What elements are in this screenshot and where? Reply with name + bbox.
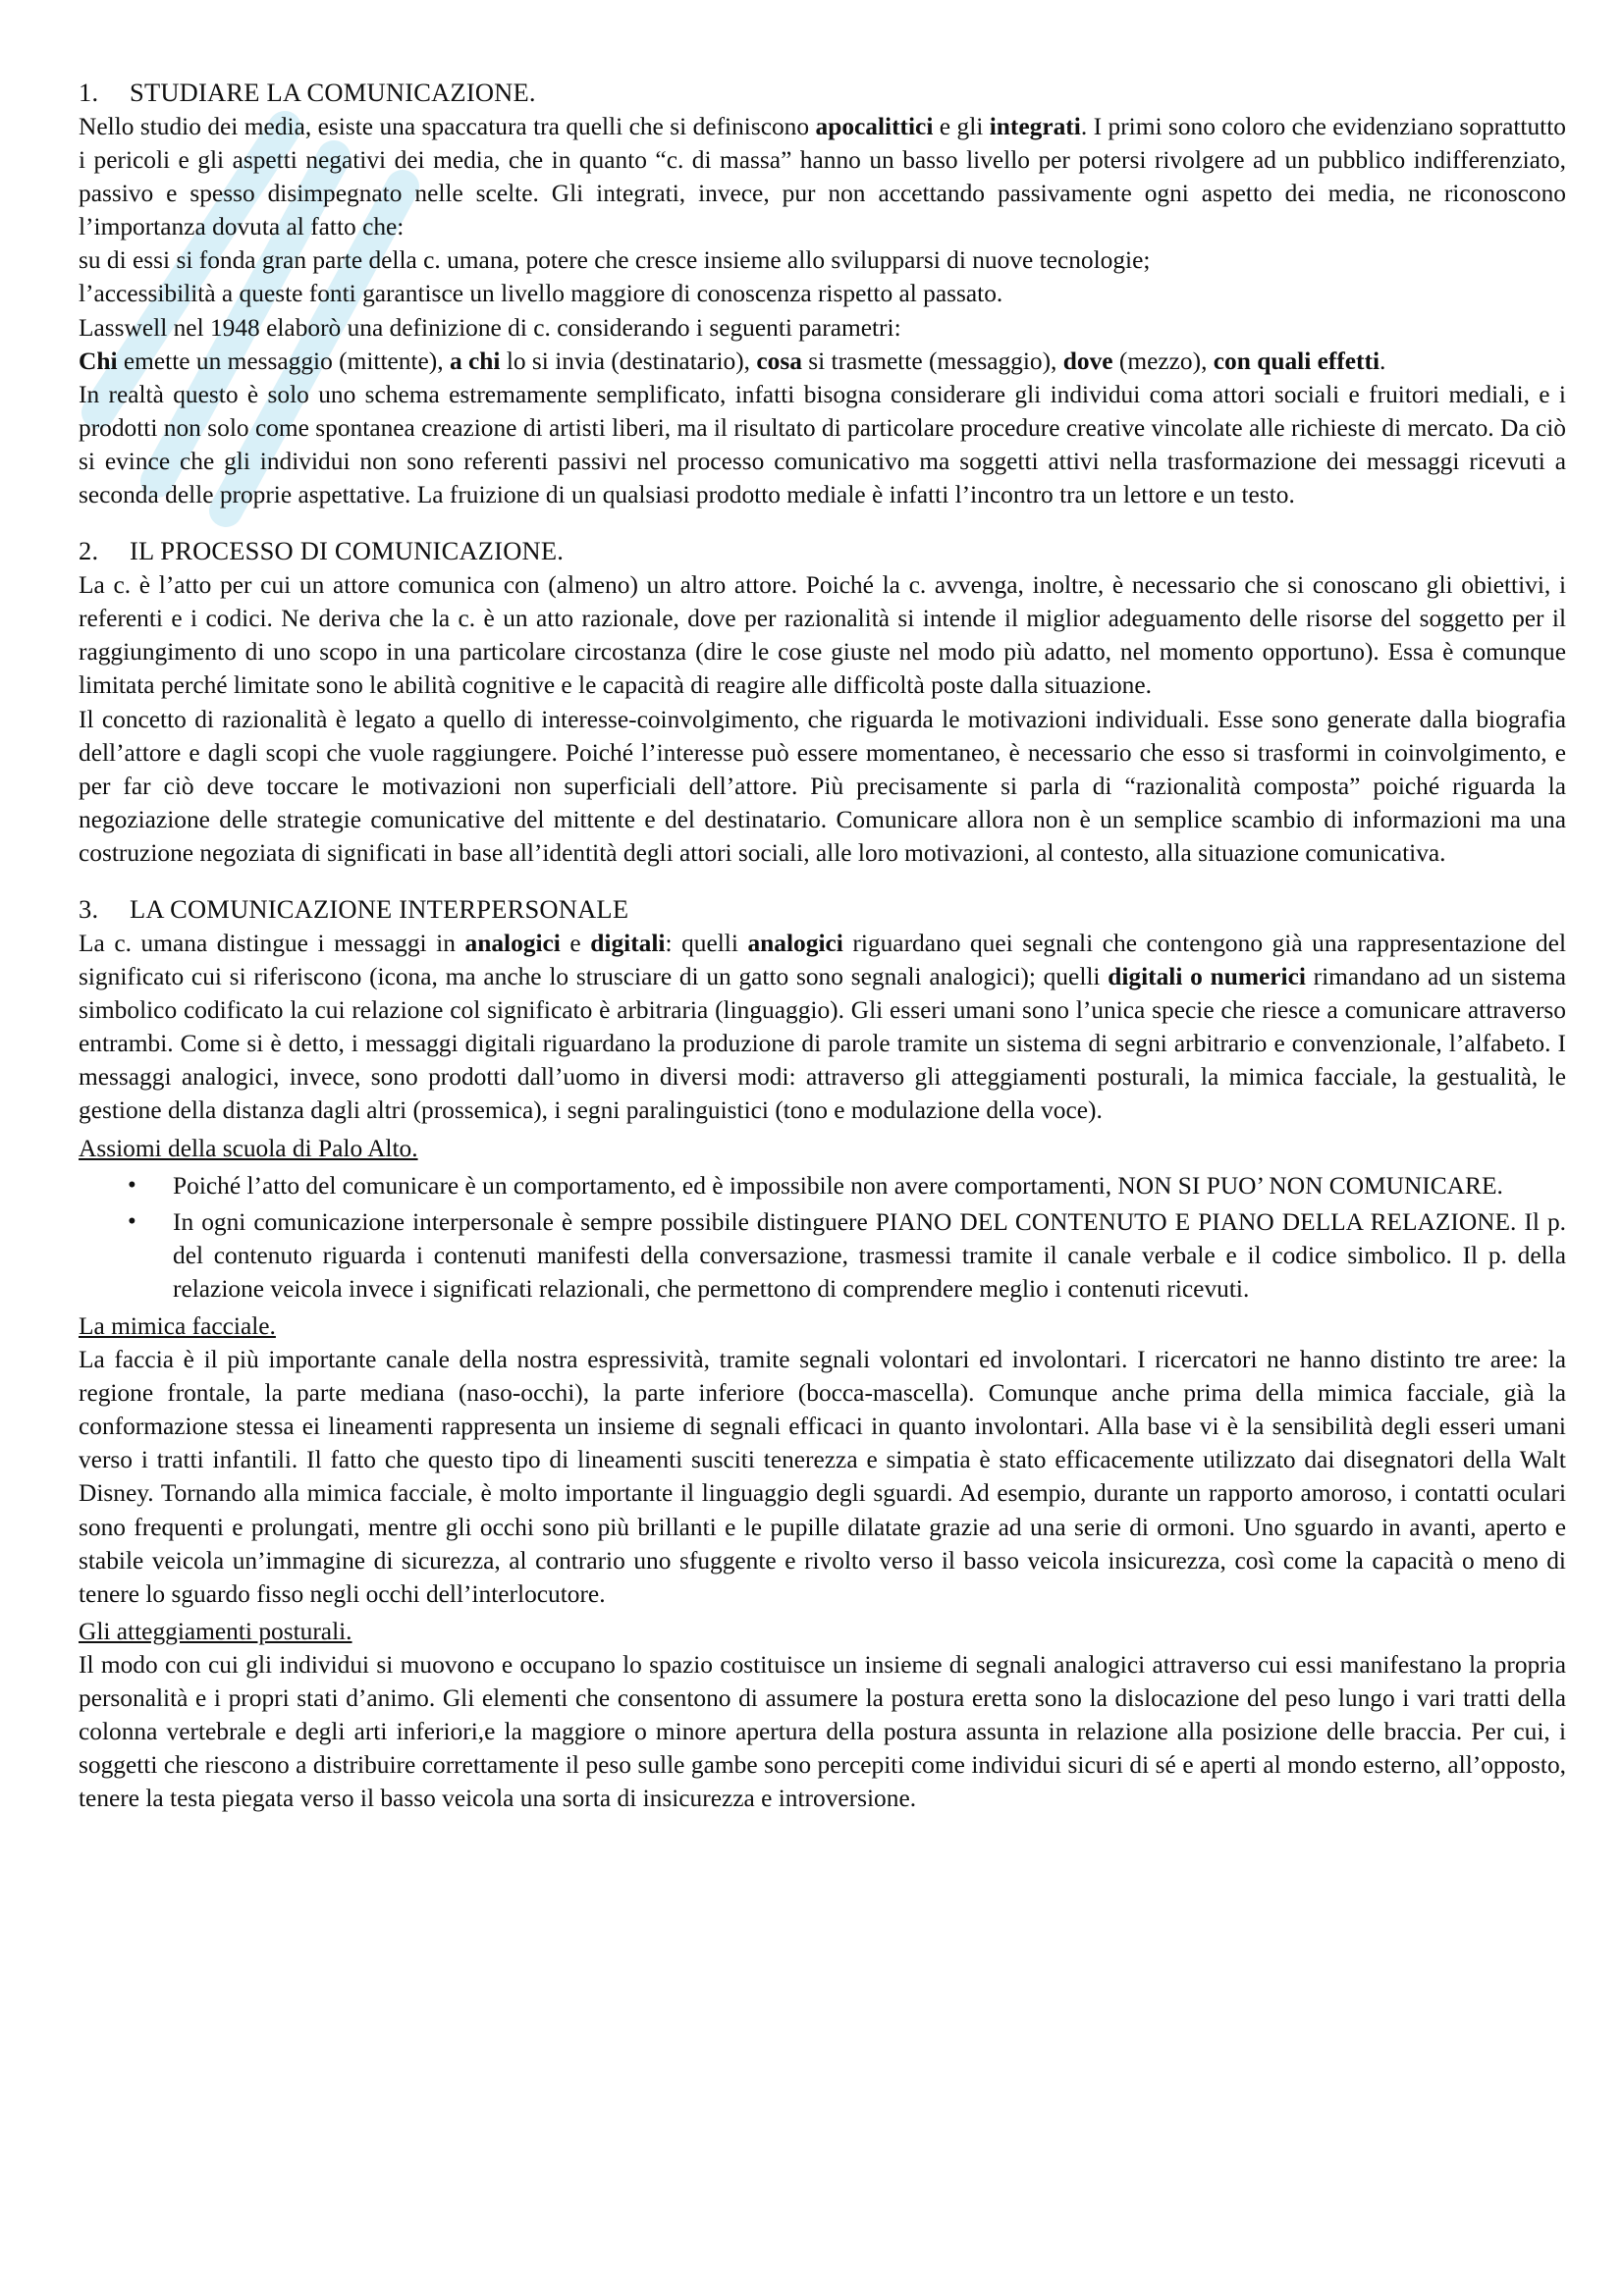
section-1-paragraph-1: Nello studio dei media, esiste una spaccatura tra quelli che si definiscono apocalittici e gli integrati. I primi sono coloro che evidenziano soprattutto i pericoli e gli aspetti negativi dei media, che in quanto “c. di massa” hanno un basso livello per potersi rivolgere ad un pubblico indifferenziato, passivo e spesso disimpegnato nelle scelte. Gli integrati, invece, pur non accettando passivamente ogni aspetto dei media, ne riconoscono l’importanza dovuta al fatto che: [79,113,1566,241]
section-3-title: LA COMUNICAZIONE INTERPERSONALE [130,893,629,924]
section-2-heading [79,533,1566,568]
list-item: • In ogni comunicazione interpersonale è sempre possibile distinguere PIANO DEL CONTENUTO E PIANO DELLA RELAZIONE. Il p. del contenuto riguarda i contenuti manifesti della conversazione, trasmessi tramite il canale verbale e il codice simbolico. Il p. della relazione veicola invece i significati relazionali, che permettono di comprendere meglio i contenuti ricevuti. [79,1205,1566,1306]
posturali-heading: Gli atteggiamenti posturali. [79,1617,352,1645]
section-2-paragraph-1: La c. è l’atto per cui un attore comunica con (almeno) un altro attore. Poiché la c. avvenga, inoltre, è necessario che si conoscano gli obiettivi, i referenti e i codici. Ne deriva che la c. è un atto razionale, dove per razionalità si intende il miglior adeguamento delle risorse del soggetto per il raggiungimento di uno scopo in una particolare circostanza (dire le cose giuste nel modo più adatto, nel momento opportuno). Essa è comunque limitata perché limitate sono le abilità cognitive e le capacità di reagire alle difficoltà poste dalla situazione. [79,571,1566,700]
section-3-number: 3. [79,893,99,924]
section-2-title: IL PROCESSO DI COMUNICAZIONE. [130,536,565,566]
section-1-paragraph-2: su di essi si fonda gran parte della c. umana, potere che cresce insieme allo svilupparsi di nuove tecnologie; [79,246,1151,275]
mimica-paragraph: La faccia è il più importante canale della nostra espressività, tramite segnali volontari ed involontari. I ricercatori ne hanno distinto tre aree: la regione frontale, la parte mediana (naso-occhi), la parte inferiore (bocca-mascella). Comunque anche prima della mimica facciale, già la conformazione stessa ei lineamenti rappresenta un insieme di segnali efficaci in quanto involontari. Alla base vi è la sensibilità degli esseri umani verso i tratti infantili. Il fatto che questo tipo di lineamenti susciti tenerezza e simpatia è stato efficacemente utilizzato dai disegnatori della Walt Disney. Tornando alla mimica facciale, è molto importante il linguaggio degli sguardi. Ad esempio, durante un rapporto amoroso, i contatti oculari sono frequenti e prolungati, mentre gli occhi sono più brillanti e le pupille dilatate grazie ad una serie di ormoni. Uno sguardo in avanti, aperto e stabile veicola un’immagine di sicurezza, al contrario uno sfuggente e rivolto verso il basso veicola insicurezza, così come la capacità o meno di tenere lo sguardo fisso negli occhi dell’interlocutore. [79,1346,1566,1608]
section-1-heading [79,75,1566,110]
list-item: • Poiché l’atto del comunicare è un comportamento, ed è impossibile non avere comportamenti, NON SI PUO’ NON COMUNICARE. [79,1169,1566,1202]
palo-alto-list [79,1169,1566,1306]
section-2-number: 2. [79,536,99,566]
section-3-paragraph-1: La c. umana distingue i messaggi in analogici e digitali: quelli analogici riguardano quei segnali che contengono già una rappresentazione del significato cui si riferiscono (icona, ma anche lo strusciare di un gatto sono segnali analogici); quelli digitali o numerici rimandano ad un sistema simbolico codificato la cui relazione col significato è arbitraria (linguaggio). Gli esseri umani sono l’unica specie che riesce a comunicare attraverso entrambi. Come si è detto, i messaggi digitali riguardano la produzione di parole tramite un sistema di segni arbitrario e convenzionale, l’alfabeto. I messaggi analogici, invece, sono prodotti dall’uomo in diversi modi: attraverso gli atteggiamenti posturali, la mimica facciale, la gestualità, le gestione della distanza dagli altri (prossemica), i segni paralinguistici (tono e modulazione della voce). [79,929,1566,1125]
section-1-paragraph-4: Lasswell nel 1948 elaborò una definizione di c. considerando i seguenti parametri: [79,313,901,342]
mimica-heading: La mimica facciale. [79,1312,276,1340]
section-1-paragraph-6: In realtà questo è solo uno schema estremamente semplificato, infatti bisogna considerare gli individui coma attori sociali e fruitori mediali, e i prodotti non solo come spontanea creazione di artisti liberi, ma il risultato di particolare procedure creative vincolate alle richieste di mercato. Da ciò si evince che gli individui non sono referenti passivi nel processo comunicativo ma soggetti attivi nella trasformazione dei messaggi ricevuti a seconda delle proprie aspettative. La fruizione di un qualsiasi prodotto mediale è infatti l’incontro tra un lettore e un testo. [79,380,1566,509]
lasswell-parameters: Chi emette un messaggio (mittente), a chi lo si invia (destinatario), cosa si trasmette (messaggio), dove (mezzo), con quali effetti. [79,347,1386,375]
section-1-title: STUDIARE LA COMUNICAZIONE. [130,78,536,107]
section-3-heading [79,891,1566,927]
section-1-number: 1. [79,78,99,107]
term-apocalittici: apocalittici [815,113,934,140]
term-integrati: integrati [989,113,1081,140]
section-1-paragraph-3: l’accessibilità a queste fonti garantisce un livello maggiore di conoscenza rispetto al passato. [79,280,1003,308]
palo-alto-heading: Assiomi della scuola di Palo Alto. [79,1134,418,1162]
section-2-paragraph-2: Il concetto di razionalità è legato a quello di interesse-coinvolgimento, che riguarda le motivazioni individuali. Esse sono generate dalla biografia dell’attore e dagli scopi che vuole raggiungere. Poiché l’interesse può essere momentaneo, è necessario che esso si trasformi in coinvolgimento, e per far ciò deve toccare le motivazioni non superficiali dell’attore. Più precisamente si parla di “razionalità composta” poiché riguarda la negoziazione delle strategie comunicative del mittente e del destinatario. Comunicare allora non è un semplice scambio di informazioni ma una costruzione negoziata di significati in base all’identità degli attori sociali, alle loro motivazioni, al contesto, alla situazione comunicativa. [79,705,1566,867]
posturali-paragraph: Il modo con cui gli individui si muovono e occupano lo spazio costituisce un insieme di segnali analogici attraverso cui essi manifestano la propria personalità e i propri stati d’animo. Gli elementi che consentono di assumere la postura eretta sono la dislocazione del peso lungo i vari tratti della colonna vertebrale e degli arti inferiori,e la maggiore o minore apertura della postura assunta in relazione alla posizione delle braccia. Per cui, i soggetti che riescono a distribuire correttamente il peso sulle gambe sono percepiti come individui sicuri di sé e aperti al mondo esterno, all’opposto, tenere la testa piegata verso il basso veicola una sorta di insicurezza e introversione. [79,1650,1566,1813]
document-page [79,75,1566,1815]
